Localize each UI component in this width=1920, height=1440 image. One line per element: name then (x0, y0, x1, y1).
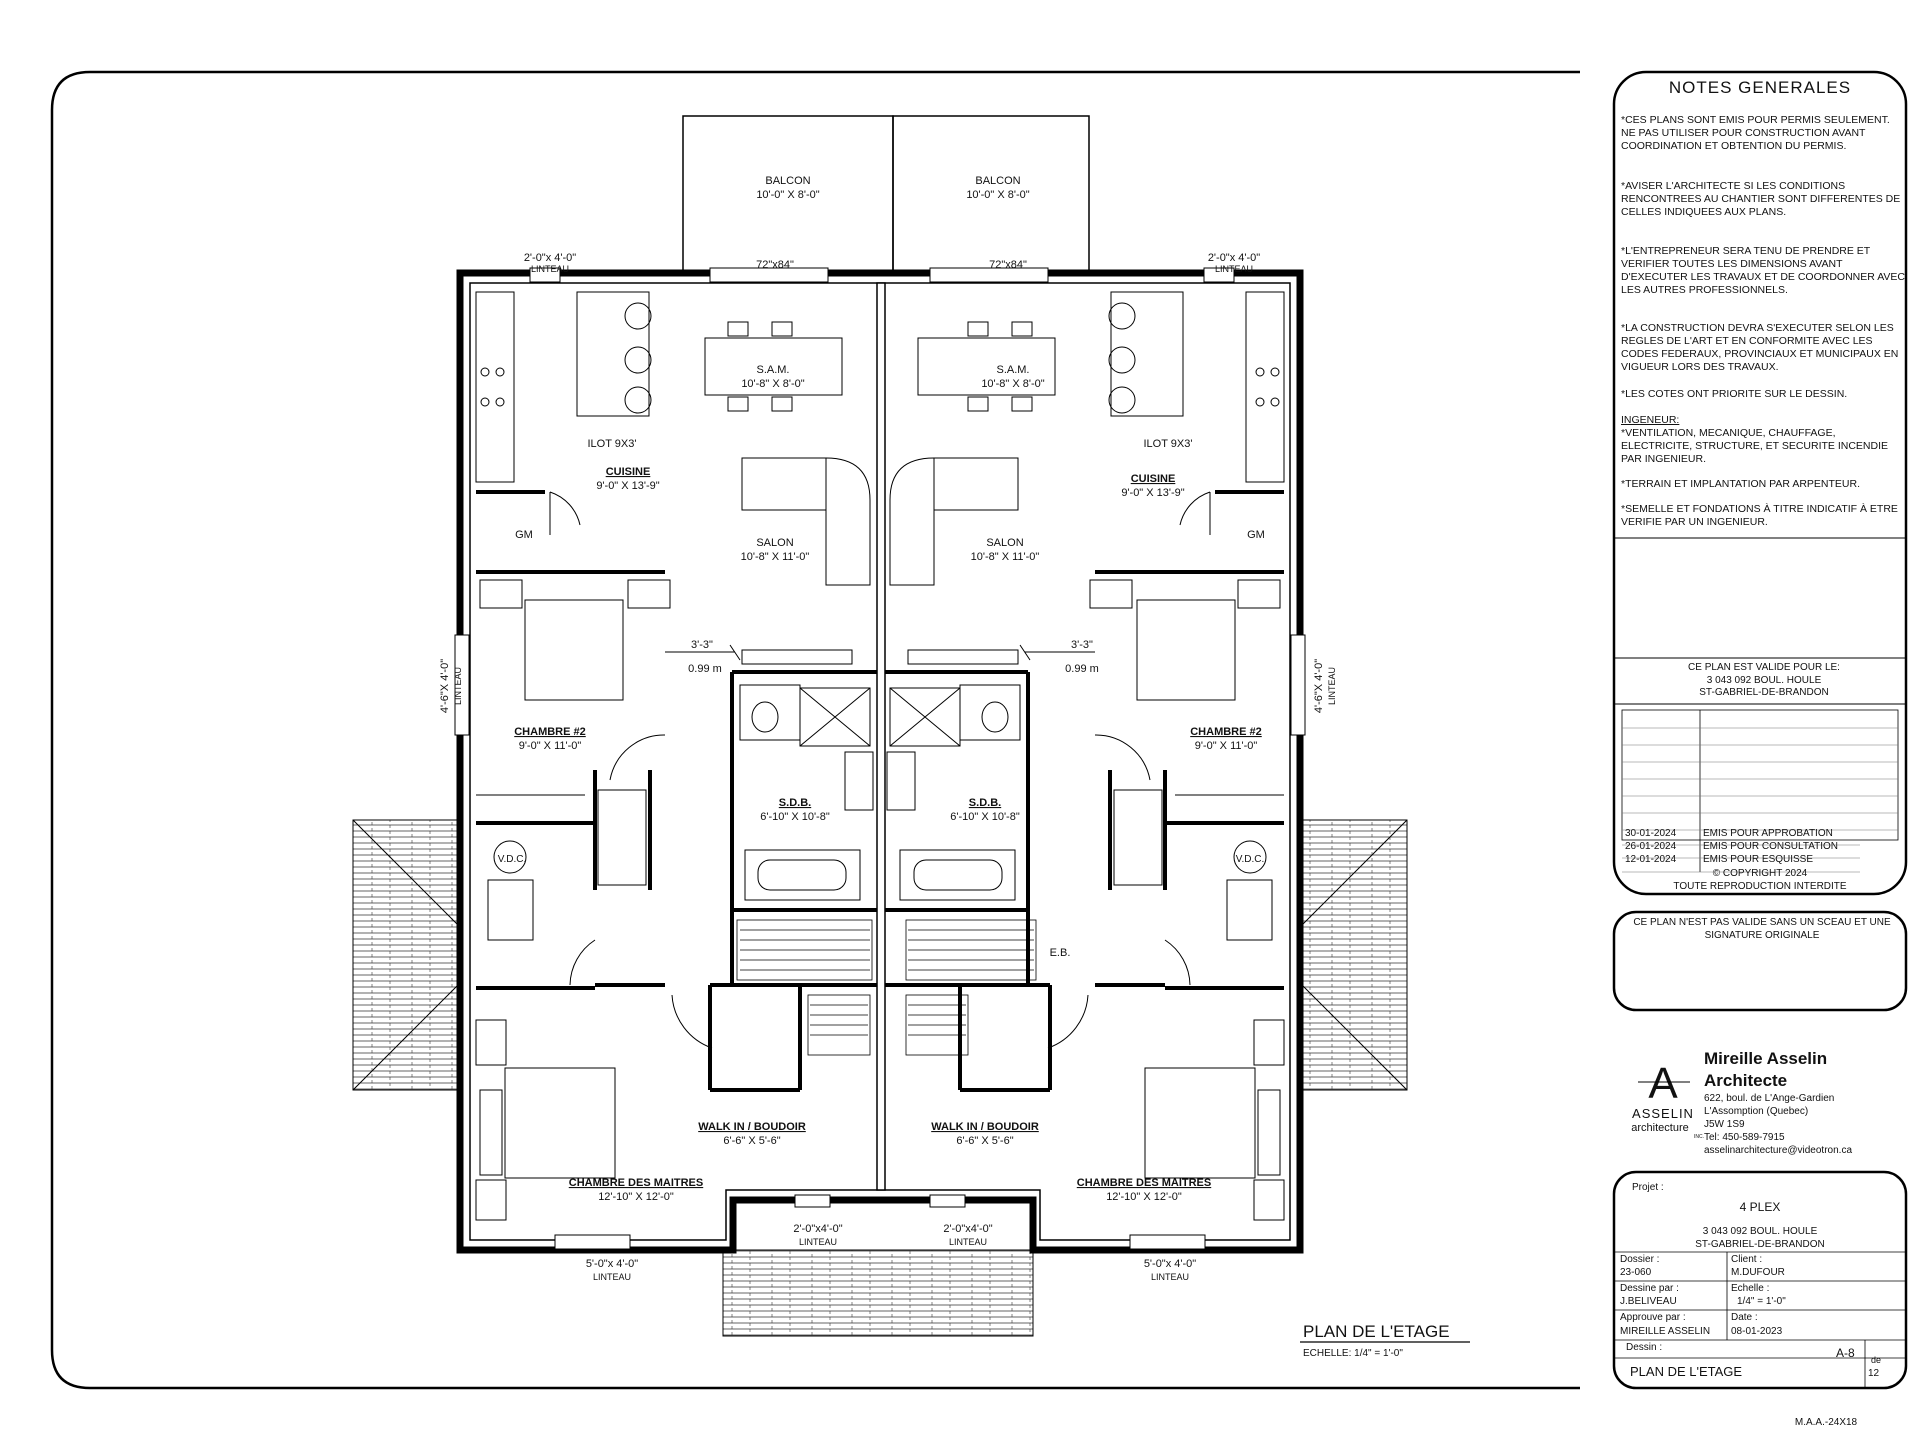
window-bc-left-size: 2'-0"x4'-0" (793, 1223, 843, 1235)
firm-tel: Tel: 450-589-7915 (1704, 1132, 1785, 1143)
dessin-value: PLAN DE L'ETAGE (1630, 1364, 1743, 1379)
door-right-size: 72"x84" (989, 259, 1027, 271)
master-bed-right (1145, 1068, 1255, 1178)
balcony-left-dim: 10'-0" X 8'-0" (756, 189, 820, 201)
walkin-right-name: WALK IN / BOUDOIR (931, 1121, 1039, 1133)
projet-address-1: 3 043 092 BOUL. HOULE (1702, 1226, 1818, 1237)
window-top-left-tag: LINTEAU (530, 264, 570, 274)
walkin-left-dim: 6'-6" X 5'-6" (723, 1135, 781, 1147)
cuisine-left-name: CUISINE (605, 466, 651, 478)
window-top-right-size: 2'-0"x 4'-0" (1207, 252, 1261, 264)
validity-line-2: 3 043 092 BOUL. HOULE (1706, 674, 1822, 686)
copyright-line-2: TOUTE REPRODUCTION INTERDITE (1673, 881, 1847, 892)
clearance-left-imp: 3'-3" (691, 639, 713, 651)
note-1: *CES PLANS SONT EMIS POUR PERMIS SEULEMENT. NE PAS UTILISER POUR CONSTRUCTION AVANT COORDINATION ET OBTENTION DU PERMIS. (1621, 114, 1890, 152)
chambre2-left-dim: 9'-0" X 11'-0" (518, 740, 582, 752)
clearance-right-met: 0.99 m (1065, 663, 1099, 675)
note-2: *AVISER L'ARCHITECTE SI LES CONDITIONS RENCONTREES AU CHANTIER SONT DIFFERENTES DE CELLES INDIQUEES AUX PLANS. (1621, 180, 1901, 218)
sam-right-dim: 10'-8" X 8'-0" (981, 378, 1045, 390)
sdb-left-name: S.D.B. (778, 797, 812, 809)
party-wall (877, 283, 885, 1190)
seal-note: CE PLAN N'EST PAS VALIDE SANS UN SCEAU ET UNE SIGNATURE ORIGINALE (1633, 917, 1891, 941)
sheet-footer: M.A.A.-24X18 (1794, 1417, 1858, 1428)
kitchen-right (890, 292, 1284, 664)
projet-name: 4 PLEX (1739, 1200, 1781, 1214)
firm-address-1: 622, boul. de L'Ange-Gardien (1704, 1093, 1835, 1104)
note-5: *LES COTES ONT PRIORITE SUR LE DESSIN. (1621, 388, 1848, 400)
eb-label: E.B. (1049, 947, 1071, 959)
maitres-right-name: CHAMBRE DES MAITRES (1076, 1177, 1212, 1189)
interior-walls-right (885, 492, 1284, 1090)
chambre2-left-name: CHAMBRE #2 (514, 726, 586, 738)
sdb-right-name: S.D.B. (968, 797, 1002, 809)
dessine-value: J.BELIVEAU (1620, 1296, 1677, 1307)
copyright-line-1: © COPYRIGHT 2024 (1712, 868, 1808, 879)
echelle-label: Echelle : (1731, 1283, 1770, 1294)
note-4: *LA CONSTRUCTION DEVRA S'EXECUTER SELON LES REGLES DE L'ART ET EN CONFORMITE AVEC LES CODES FEDERAUX, PROVINCIAUX ET MUNICIPAUX EN VIGUEUR LORS DES TRAVAUX. (1621, 322, 1899, 373)
sdb-left-dim: 6'-10" X 10'-8" (760, 811, 830, 823)
dessine-label: Dessine par : (1620, 1283, 1679, 1294)
chambre2-right-dim: 9'-0" X 11'-0" (1194, 740, 1258, 752)
note-engineer-2: *TERRAIN ET IMPLANTATION PAR ARPENTEUR. (1621, 478, 1861, 490)
bed-left-2 (525, 600, 623, 700)
svg-text:INC.: INC. (1694, 1134, 1704, 1140)
client-value: M.DUFOUR (1731, 1267, 1785, 1278)
walkin-right-dim: 6'-6" X 5'-6" (956, 1135, 1014, 1147)
sheet-number: A-8 (1836, 1346, 1855, 1360)
svg-text:ASSELIN: ASSELIN (1632, 1106, 1694, 1121)
salon-left-name: SALON (756, 537, 794, 549)
vdc-left: V.D.C. (497, 854, 527, 865)
revision-desc-2: EMIS POUR CONSULTATION (1703, 841, 1839, 852)
roof-right (1297, 820, 1407, 1090)
firm-email: asselinarchitecture@videotron.ca (1704, 1145, 1853, 1156)
echelle-value: 1/4" = 1'-0" (1737, 1296, 1786, 1307)
firm-role: Architecte (1704, 1071, 1788, 1090)
revision-table (1622, 710, 1898, 840)
bathroom-left (740, 685, 873, 900)
window-side-right-tag: LINTEAU (1327, 666, 1337, 706)
roof-left (353, 820, 463, 1090)
cuisine-left-dim: 9'-0" X 13'-9" (596, 480, 660, 492)
validity-line-3: ST-GABRIEL-DE-BRANDON (1699, 687, 1829, 698)
door-left-size: 72"x84" (756, 259, 794, 271)
client-label: Client : (1731, 1254, 1763, 1265)
maitres-left-dim: 12'-10" X 12'-0" (598, 1191, 674, 1203)
balcony-right-name: BALCON (975, 175, 1021, 187)
vdc-right: V.D.C. (1235, 854, 1265, 865)
date-value: 08-01-2023 (1731, 1326, 1783, 1337)
sam-right-name: S.A.M. (996, 364, 1030, 376)
sheet-total: 12 (1868, 1368, 1880, 1379)
sam-left-name: S.A.M. (756, 364, 790, 376)
balcony-left-name: BALCON (765, 175, 811, 187)
revision-date-1: 30-01-2024 (1625, 828, 1677, 839)
validity-block (1624, 662, 1904, 700)
ilot-left: ILOT 9X3' (587, 438, 637, 450)
salon-right-dim: 10'-8" X 11'-0" (970, 551, 1040, 563)
firm-logo (1631, 1059, 1704, 1140)
window-side-left-tag: LINTEAU (453, 666, 463, 706)
approuve-label: Approuve par : (1620, 1312, 1686, 1323)
sheet-de: de (1871, 1355, 1882, 1365)
svg-text:A: A (1648, 1059, 1678, 1108)
kitchen-left (476, 292, 870, 664)
roof-front (723, 1250, 1033, 1336)
note-3: *L'ENTREPRENEUR SERA TENU DE PRENDRE ET VERIFIER TOUTES LES DIMENSIONS AVANT D'EXECUTER LES TRAVAUX ET DE COORDONNER AVEC LES AUTRES PROFESSIONNELS. (1621, 245, 1906, 296)
chambre2-right-name: CHAMBRE #2 (1190, 726, 1262, 738)
gm-right: GM (1247, 529, 1265, 541)
note-engineer-1: *VENTILATION, MECANIQUE, CHAUFFAGE, ELECTRICITE, STRUCTURE, ET SECURITE INCENDIE PAR INGENIEUR. (1621, 427, 1889, 465)
note-engineer-3: *SEMELLE ET FONDATIONS À TITRE INDICATIF À ETRE VERIFIE PAR UN INGENIEUR. (1621, 503, 1898, 528)
window-top-right-tag: LINTEAU (1214, 264, 1254, 274)
revision-date-2: 26-01-2024 (1625, 841, 1677, 852)
window-br-size: 5'-0"x 4'-0" (1143, 1258, 1197, 1270)
stairs (737, 920, 1036, 1055)
salon-right-name: SALON (986, 537, 1024, 549)
salon-left-dim: 10'-8" X 11'-0" (740, 551, 810, 563)
clearance-right-imp: 3'-3" (1071, 639, 1093, 651)
window-bc-left-tag: LINTEAU (798, 1237, 838, 1247)
projet-address-2: ST-GABRIEL-DE-BRANDON (1695, 1239, 1825, 1250)
cuisine-right-name: CUISINE (1130, 473, 1176, 485)
svg-text:architecture: architecture (1631, 1122, 1689, 1134)
clearance-left-met: 0.99 m (688, 663, 722, 675)
balcony-right-dim: 10'-0" X 8'-0" (966, 189, 1030, 201)
window-side-right-size: 4'-6"X 4'-0" (1313, 658, 1325, 714)
sam-left-dim: 10'-8" X 8'-0" (741, 378, 805, 390)
gm-left: GM (515, 529, 533, 541)
projet-label: Projet : (1632, 1182, 1664, 1193)
notes-engineer-heading: INGENEUR: (1621, 414, 1680, 426)
window-bl-size: 5'-0"x 4'-0" (585, 1258, 639, 1270)
bathroom-right (887, 685, 1020, 900)
dossier-value: 23-060 (1620, 1267, 1652, 1278)
drawing-scale: ECHELLE: 1/4" = 1'-0" (1303, 1348, 1403, 1359)
revision-desc-3: EMIS POUR ESQUISSE (1703, 854, 1814, 865)
revision-desc-1: EMIS POUR APPROBATION (1703, 828, 1833, 839)
dessin-label: Dessin : (1626, 1342, 1663, 1353)
notes-title: NOTES GENERALES (1668, 78, 1852, 97)
approuve-value: MIREILLE ASSELIN (1620, 1326, 1711, 1337)
validity-line-1: CE PLAN EST VALIDE POUR LE: (1688, 662, 1840, 673)
date-label: Date : (1731, 1312, 1758, 1323)
cuisine-right-dim: 9'-0" X 13'-9" (1121, 487, 1185, 499)
window-bc-right-size: 2'-0"x4'-0" (943, 1223, 993, 1235)
revision-date-3: 12-01-2024 (1625, 854, 1677, 865)
drawing-title: PLAN DE L'ETAGE (1303, 1322, 1450, 1341)
firm-address-2: L'Assomption (Quebec) (1704, 1106, 1809, 1117)
firm-name: Mireille Asselin (1704, 1049, 1828, 1068)
dossier-label: Dossier : (1620, 1254, 1660, 1265)
sdb-right-dim: 6'-10" X 10'-8" (950, 811, 1020, 823)
window-br-tag: LINTEAU (1150, 1272, 1190, 1282)
interior-walls-left (476, 492, 877, 1090)
master-bed-left (505, 1068, 615, 1178)
firm-postal: J5W 1S9 (1704, 1119, 1745, 1130)
window-side-left-size: 4'-6"X 4'-0" (439, 658, 451, 714)
window-bl-tag: LINTEAU (592, 1272, 632, 1282)
ilot-right: ILOT 9X3' (1143, 438, 1193, 450)
maitres-right-dim: 12'-10" X 12'-0" (1106, 1191, 1182, 1203)
window-bc-right-tag: LINTEAU (948, 1237, 988, 1247)
walkin-left-name: WALK IN / BOUDOIR (698, 1121, 806, 1133)
window-top-left-size: 2'-0"x 4'-0" (523, 252, 577, 264)
maitres-left-name: CHAMBRE DES MAITRES (568, 1177, 704, 1189)
bed-right-2 (1137, 600, 1235, 700)
